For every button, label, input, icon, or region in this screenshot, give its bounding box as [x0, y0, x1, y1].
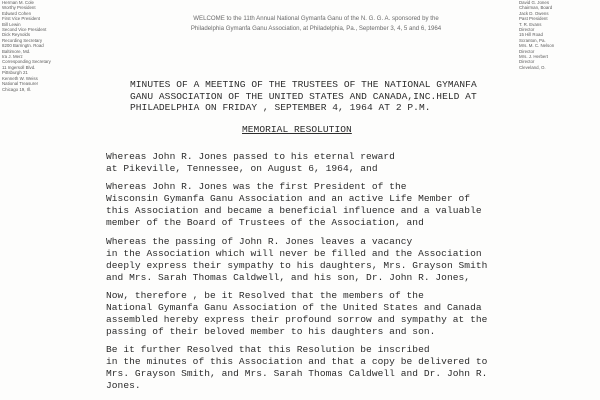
welcome-banner	[126, 14, 506, 33]
paragraph-line: Jones.	[106, 380, 141, 391]
officer-line: Second Vice President	[2, 27, 47, 33]
officer-line: National Treasurer	[2, 81, 39, 87]
paragraph-line: in the Association which will never be filled and the Association	[106, 248, 482, 259]
officer-line: Worthy President	[2, 5, 36, 11]
paragraph-line: member of the Board of Trustees of the Association, and	[106, 217, 424, 228]
officer-line: Director	[519, 59, 535, 65]
officer-line: 15 Hill Road	[519, 32, 543, 38]
officer-line: Jack D. Owens	[519, 10, 549, 16]
banner-line: WELCOME to the 11th Annual National Gymanfa Ganu of the N. G. G. A. sponsored by the	[193, 15, 439, 22]
officer-line: Chicago 19, Ill.	[2, 86, 32, 92]
officer-line: Scranton, Pa.	[519, 37, 546, 43]
paragraph-line: and Mrs. Sarah Thomas Caldwell, and his son, Dr. John R. Jones,	[106, 272, 471, 283]
paragraph-line: National Gymanfa Ganu Association of the United States and Canada	[106, 302, 482, 313]
officer-line: Director	[519, 27, 535, 33]
resolution-paragraph-2	[106, 181, 482, 229]
heading-line: GANU ASSOCIATION OF THE UNITED STATES AND CANADA,INC.HELD AT	[130, 90, 477, 102]
officer-line: Chairman, Board	[519, 5, 553, 11]
officer-line: 8200 Barringtn. Road	[2, 43, 44, 49]
officer-line: 11 Ingersoll Blvd.	[2, 64, 36, 70]
paragraph-line: Whereas John R. Jones was the first President of the	[106, 181, 407, 192]
officer-line: Kenneth W. Weiss	[2, 75, 38, 81]
paragraph-line: Wisconsin Gymanfa Ganu Association and an active Life Member of	[106, 193, 471, 204]
officer-line: Director	[519, 48, 535, 54]
heading-line: PHILADELPHIA ON FRIDAY , SEPTEMBER 4, 1964 AT 2 P.M.	[130, 102, 431, 113]
officer-line: Recording Secretary	[2, 37, 43, 43]
officer-line: Ira J. Merz	[2, 54, 23, 60]
officer-line: Bill Lewin	[2, 21, 21, 27]
paragraph-line: Be it further Resolved that this Resolution be inscribed	[106, 344, 430, 355]
section-title: MEMORIAL RESOLUTION	[242, 124, 352, 135]
officer-line: Mrs. M. C. Nelson	[519, 43, 555, 49]
officer-line: Past President	[519, 16, 548, 22]
officer-line: Edward Cohen	[2, 10, 32, 16]
resolution-paragraph-5	[106, 344, 487, 392]
letterhead-officers-right	[519, 0, 599, 70]
officer-line: Dick Reynolds	[2, 32, 31, 38]
paragraph-line: Whereas the passing of John R. Jones leaves a vacancy	[106, 236, 413, 247]
resolution-paragraph-1	[106, 151, 395, 175]
paragraph-line: Now, therefore , be it Resolved that the members of the	[106, 290, 424, 301]
resolution-paragraph-3	[106, 236, 487, 284]
paragraph-line: in the minutes of this Association and that a copy be delivered to	[106, 356, 488, 367]
paragraph-line: passing of their beloved member to his daughters and son.	[106, 326, 436, 337]
paragraph-line: at Pikeville, Tennessee, on August 6, 1964, and	[106, 163, 378, 174]
paragraph-line: Whereas John R. Jones passed to his eternal reward	[106, 151, 395, 162]
heading-line: MINUTES OF A MEETING OF THE TRUSTEES OF THE NATIONAL GYMANFA	[130, 79, 477, 90]
paragraph-line: deeply express their sympathy to his daughters, Mrs. Grayson Smith	[106, 260, 488, 271]
officer-line: Corresponding Secretary	[2, 59, 51, 65]
officer-line: David G. Jones	[519, 0, 550, 5]
resolution-paragraph-4	[106, 290, 487, 338]
officer-line: Mrs. J. Herbert	[519, 54, 549, 60]
officer-line: Cleveland, O.	[519, 64, 546, 70]
banner-line: Philadelphia Gymanfa Ganu Association, at Philadelphia, Pa., September 3, 4, 5 and 6, 1964	[190, 24, 442, 32]
officer-line: Baltimore, Md.	[2, 48, 31, 54]
minutes-heading	[130, 79, 477, 114]
paragraph-line: Mrs. Grayson Smith, and Mrs. Sarah Thomas Caldwell and Dr. John R.	[106, 368, 488, 379]
officer-line: First Vice President	[2, 16, 40, 22]
officer-line: Herman M. Cole	[2, 0, 34, 5]
officer-line: T. R. Evans	[519, 21, 542, 27]
paragraph-line: assembled hereby express their profound sorrow and sympathy at the	[106, 314, 488, 325]
letterhead-officers-left	[2, 0, 98, 92]
paragraph-line: this Association and became a beneficial influence and a valuable	[106, 205, 482, 216]
officer-line: Pittsburgh 21	[2, 70, 28, 76]
